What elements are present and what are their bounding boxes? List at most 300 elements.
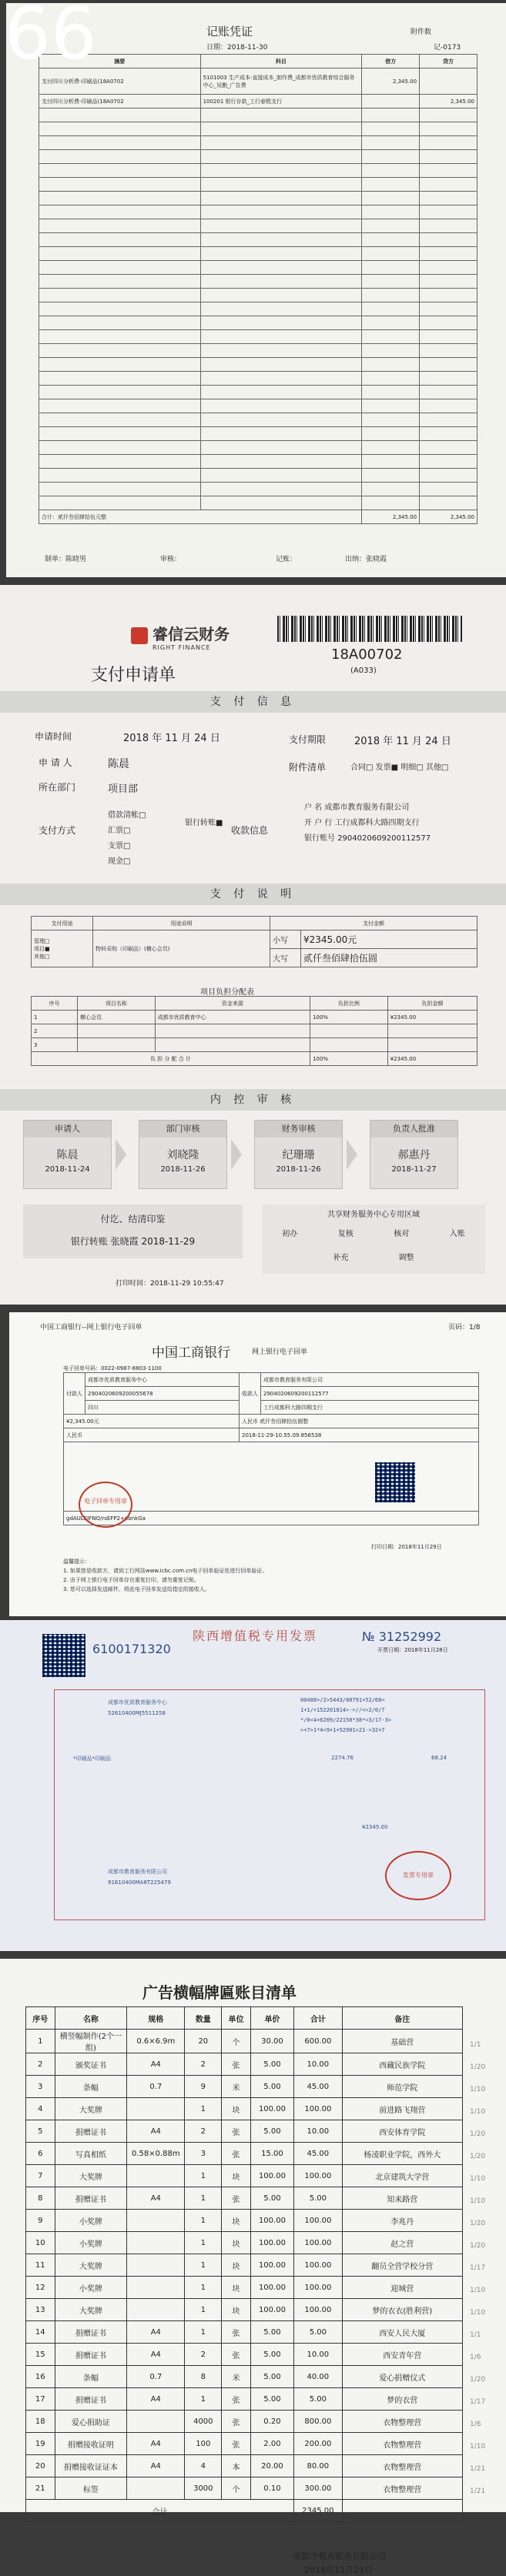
side-note: 1/1 <box>470 2041 481 2049</box>
voucher-empty-row <box>39 247 478 261</box>
list-row <box>26 2433 463 2455</box>
col-summary: 摘要 <box>39 55 201 68</box>
list-date: 2018年11月21日 <box>304 2565 373 2575</box>
brand-logo: 睿信云财务 RIGHT FINANCE <box>131 622 230 651</box>
list-cell: 大奖牌 <box>55 2299 127 2321</box>
list-cell: 1 <box>185 2277 222 2299</box>
list-row <box>26 2411 463 2433</box>
voucher-empty-row <box>39 358 478 372</box>
list-cell: 8 <box>26 2187 55 2210</box>
col-debit: 借方 <box>362 55 420 68</box>
apply-time: 2018 年 11 月 24 日 <box>123 733 220 744</box>
list-cell: 6 <box>26 2143 55 2165</box>
list-cell: A4 <box>127 2053 185 2076</box>
list-cell: 5.00 <box>250 2366 293 2388</box>
auth-code: gdAULEJFNO/rsEFP2+pbnkGa <box>64 1512 479 1525</box>
list-cell: 5.00 <box>250 2187 293 2210</box>
flow-step-dept: 部门审核 刘晓隆 2018-11-26 <box>139 1120 227 1189</box>
list-cell: 100.00 <box>294 2299 343 2321</box>
method-bank-transfer: 银行转账■ <box>185 819 223 827</box>
list-cell: 10 <box>26 2232 55 2254</box>
method-label: 支付方式 <box>39 825 76 836</box>
list-cell: 师范学院 <box>342 2076 462 2098</box>
list-row <box>26 2165 463 2187</box>
list-cell: 5 <box>26 2120 55 2143</box>
voucher-empty-row <box>39 441 478 455</box>
list-cell: 10.00 <box>294 2053 343 2076</box>
list-cell: 块 <box>222 2210 251 2232</box>
list-row <box>26 2143 463 2165</box>
list-row <box>26 2210 463 2232</box>
side-note: 1/21 <box>470 2487 486 2495</box>
invoice-tax: 68.24 <box>431 1755 447 1761</box>
list-cell: 0.20 <box>250 2411 293 2433</box>
list-cell: 0.10 <box>250 2477 293 2500</box>
voucher-empty-row <box>39 316 478 330</box>
voucher-empty-row <box>39 344 478 358</box>
list-cell: 9 <box>26 2210 55 2232</box>
list-cell: 张 <box>222 2433 251 2455</box>
list-cell: 块 <box>222 2254 251 2277</box>
list-cell: 小奖牌 <box>55 2210 127 2232</box>
pay-period-label: 支付期限 <box>289 734 327 745</box>
list-cell <box>127 2165 185 2187</box>
list-cell: 张 <box>222 2411 251 2433</box>
list-row <box>26 2254 463 2277</box>
receipt-currency: 人民币 <box>64 1428 240 1442</box>
voucher-empty-row <box>39 455 478 469</box>
voucher-total-credit: 2,345.00 <box>420 510 478 524</box>
accounting-voucher <box>6 3 506 577</box>
list-cell: 14 <box>26 2321 55 2344</box>
list-cell: 0.6×6.9m <box>127 2030 185 2053</box>
list-cell: 20 <box>185 2030 222 2053</box>
list-cell: 西安青年营 <box>342 2344 462 2366</box>
voucher-empty-row <box>39 469 478 483</box>
purpose-text: 物料采购（印刷品）(横心会员) <box>93 931 270 967</box>
list-cell: 块 <box>222 2299 251 2321</box>
list-cell: 5.00 <box>250 2321 293 2344</box>
payer-name: 成都市优质教育服务中心 <box>85 1373 240 1387</box>
list-cell: 张 <box>222 2344 251 2366</box>
voucher-row <box>39 95 478 109</box>
receipt-date: 打印日期：2018年11月29日 <box>371 1544 442 1550</box>
list-cell: 16 <box>26 2366 55 2388</box>
list-cell: 张 <box>222 2388 251 2411</box>
list-cell: 1 <box>185 2187 222 2210</box>
flow-step-approver: 负责人批准 郝惠丹 2018-11-27 <box>370 1120 458 1189</box>
alloc-row: 1 横心会员 成都市优质教育中心 100% ¥2345.00 <box>32 1011 478 1024</box>
list-cell: 1 <box>185 2210 222 2232</box>
list-header-cell: 合计 <box>294 2007 343 2030</box>
list-total-value: 2345.00 <box>294 2500 343 2522</box>
list-cell: 写真相纸 <box>55 2143 127 2165</box>
list-cell: 20 <box>26 2455 55 2477</box>
list-cell: 捐赠证书 <box>55 2187 127 2210</box>
list-cell: 个 <box>222 2030 251 2053</box>
side-note: 1/20 <box>470 2130 486 2138</box>
list-cell: 捐赠证书 <box>55 2388 127 2411</box>
list-cell: 张 <box>222 2053 251 2076</box>
voucher-title: 记账凭证 <box>206 25 253 38</box>
alloc-row: 2 <box>32 1024 478 1038</box>
voucher-empty-row <box>39 261 478 275</box>
list-cell: 大奖牌 <box>55 2254 127 2277</box>
list-cell: 标签 <box>55 2477 127 2500</box>
paid-seal-area: 付讫、结清印鉴 银行转账 张晓霞 2018-11-29 <box>23 1204 243 1258</box>
list-header-cell: 数量 <box>185 2007 222 2030</box>
list-row <box>26 2053 463 2076</box>
list-cell: 10.00 <box>294 2120 343 2143</box>
list-table <box>25 2006 463 2522</box>
list-cell: 5.00 <box>294 2187 343 2210</box>
list-row <box>26 2120 463 2143</box>
list-cell: 3000 <box>185 2477 222 2500</box>
list-cell: 爱心捐赠仪式 <box>342 2366 462 2388</box>
voucher-attachments: 附件数 <box>410 28 432 36</box>
list-cell <box>127 2299 185 2321</box>
invoice-total: ¥2345.00 <box>362 1824 388 1830</box>
list-cell: 衣物整理营 <box>342 2455 462 2477</box>
list-cell <box>127 2210 185 2232</box>
list-cell: 15 <box>26 2344 55 2366</box>
e-receipt-no: 电子回单号码：0022-0987-8803-1100 <box>63 1365 162 1372</box>
list-cell: 100.00 <box>250 2210 293 2232</box>
receipt-header: 中国工商银行--网上银行电子回单 <box>40 1324 142 1331</box>
voucher-empty-row <box>39 483 478 496</box>
list-row <box>26 2187 463 2210</box>
flow-step-finance: 财务审核 纪珊珊 2018-11-26 <box>254 1120 343 1189</box>
form-title: 支付申请单 <box>91 666 176 685</box>
receipt-table: 付款人 成都市优质教育服务中心 收款人 成都市教育服务有限公司 2904020609200055678 2904020609200112577 四川 工行成都科大路四期支行 ¥2,345.00元 人民币 贰仟叁佰肆拾伍圆整 人民币 2018-11-29-10.55.09.856538 gdAULEJFNO/rsEFP2+pbnkGa <box>63 1372 479 1525</box>
pay-period: 2018 年 11 月 24 日 <box>354 736 451 747</box>
list-cell: A4 <box>127 2455 185 2477</box>
side-note: 1/17 <box>470 2398 486 2406</box>
list-header-cell: 备注 <box>342 2007 462 2030</box>
payee-account: 2904020609200112577 <box>337 834 431 843</box>
list-cell: 梦的衣营 <box>342 2388 462 2411</box>
list-cell: 前进路飞翔营 <box>342 2098 462 2120</box>
voucher-header-row <box>39 55 478 68</box>
list-cell: 2.00 <box>250 2433 293 2455</box>
list-cell: 0.7 <box>127 2366 185 2388</box>
apply-time-label: 申请时间 <box>35 731 72 742</box>
list-cell: 条幅 <box>55 2366 127 2388</box>
list-cell: 大奖牌 <box>55 2098 127 2120</box>
payee-label: 收款信息 <box>231 825 269 836</box>
side-note: 1/20 <box>470 2220 486 2227</box>
list-cell <box>127 2254 185 2277</box>
list-cell: 赵之营 <box>342 2232 462 2254</box>
list-cell: 100.00 <box>294 2210 343 2232</box>
list-cell: 21 <box>26 2477 55 2500</box>
barcode <box>277 616 462 642</box>
voucher-total-row <box>39 510 478 524</box>
voucher-empty-row <box>39 150 478 164</box>
voucher-empty-row <box>39 136 478 150</box>
list-cell: 捐赠证书 <box>55 2344 127 2366</box>
list-header-cell: 单位 <box>222 2007 251 2030</box>
list-cell: 800.00 <box>294 2411 343 2433</box>
voucher-account: 100201 银行存款_工行春熙支行 <box>200 95 362 109</box>
list-cell: 条幅 <box>55 2076 127 2098</box>
buyer-tax: 52610400MJ5511258 <box>108 1710 166 1716</box>
list-cell: 45.00 <box>294 2143 343 2165</box>
buyer-name: 成都市优质教育服务中心 <box>108 1699 167 1706</box>
list-cell: 小奖牌 <box>55 2232 127 2254</box>
list-cell: 100.00 <box>250 2299 293 2321</box>
list-cell <box>127 2411 185 2433</box>
side-note: 1/17 <box>470 2264 486 2272</box>
list-cell: 4000 <box>185 2411 222 2433</box>
print-time: 打印时间：2018-11-29 10:55:47 <box>116 1280 224 1288</box>
receipt-stamp: 电子回单专用章 <box>79 1482 132 1528</box>
list-cell: 5.00 <box>250 2053 293 2076</box>
list-cell: 西安人民大厦 <box>342 2321 462 2344</box>
list-cell: 5.00 <box>294 2388 343 2411</box>
applicant-label: 申 请 人 <box>39 757 72 768</box>
alloc-total-row: 负 担 分 配 合 计 100% ¥2345.00 <box>32 1052 478 1066</box>
invoice-qr-code <box>42 1634 85 1677</box>
list-cell: 100.00 <box>250 2098 293 2120</box>
big-amount: 贰仟叁佰肆拾伍圆 <box>301 949 478 967</box>
list-cell: 45.00 <box>294 2076 343 2098</box>
list-cell: 本 <box>222 2455 251 2477</box>
voucher-empty-row <box>39 413 478 427</box>
list-cell: 捐赠接收证证本 <box>55 2455 127 2477</box>
voucher-empty-row <box>39 330 478 344</box>
list-cell: 4 <box>26 2098 55 2120</box>
voucher-empty-row <box>39 427 478 441</box>
list-cell: 张 <box>222 2143 251 2165</box>
list-cell: 4 <box>185 2455 222 2477</box>
bank-receipt <box>9 1312 506 1616</box>
list-cell: 张 <box>222 2187 251 2210</box>
list-cell: 李兆丹 <box>342 2210 462 2232</box>
list-cell: 80.00 <box>294 2455 343 2477</box>
voucher-total-debit: 2,345.00 <box>362 510 420 524</box>
voucher-empty-row <box>39 275 478 289</box>
list-cell: 9 <box>185 2076 222 2098</box>
voucher-empty-row <box>39 372 478 386</box>
list-cell: 衣物整理营 <box>342 2477 462 2500</box>
list-cell: 迎城营 <box>342 2277 462 2299</box>
list-cell: 200.00 <box>294 2433 343 2455</box>
payer-bank: 四川 <box>85 1401 240 1415</box>
list-cell: 100.00 <box>250 2165 293 2187</box>
small-amount: ¥2345.00元 <box>301 931 478 949</box>
list-row <box>26 2388 463 2411</box>
list-cell: 捐赠接收证明 <box>55 2433 127 2455</box>
side-note: 1/20 <box>470 2376 486 2384</box>
list-row <box>26 2030 463 2053</box>
list-cell <box>127 2098 185 2120</box>
list-cell: 捐赠证书 <box>55 2120 127 2143</box>
voucher-empty-row <box>39 233 478 247</box>
section-pay-desc: 支 付 说 明 <box>0 884 506 905</box>
payee-bank: 工行成都科大路四期支行 <box>334 819 420 827</box>
list-cell: 10.00 <box>294 2344 343 2366</box>
page-number-overlay: 66 <box>5 0 97 76</box>
list-cell: 翻员全营学校分营 <box>342 2254 462 2277</box>
invoice-item: *印刷品*印刷品 <box>73 1756 111 1762</box>
list-cell: 梦的衣衣(胜利营) <box>342 2299 462 2321</box>
col-credit: 贷方 <box>420 55 478 68</box>
list-cell: 2 <box>185 2344 222 2366</box>
share-center-area: 共享财务服务中心专用区域 初办 复核 核对 入账 补充 调整 <box>262 1204 485 1274</box>
applicant: 陈晨 <box>108 758 129 770</box>
list-header-cell: 序号 <box>26 2007 55 2030</box>
list-cell: 2 <box>26 2053 55 2076</box>
seller-name: 成都市教育服务有限公司 <box>108 1869 167 1875</box>
voucher-empty-row <box>39 289 478 302</box>
seller-info <box>108 1866 171 1888</box>
list-cell: 3 <box>26 2076 55 2098</box>
payer-account: 2904020609200055678 <box>85 1387 240 1401</box>
payee-account: 2904020609200112577 <box>261 1387 479 1401</box>
voucher-credit: 2,345.00 <box>420 95 478 109</box>
list-cell: A4 <box>127 2321 185 2344</box>
alloc-title: 项目负担分配表 <box>200 988 254 997</box>
voucher-account: 5101003 生产成本-直接成本_制作费_成都市优质教育综合服务中心_吴勤_广告费 <box>200 68 362 95</box>
list-cell: A4 <box>127 2433 185 2455</box>
side-note: 1/20 <box>470 2242 486 2250</box>
issuer: 成都市教育服务有限公司 <box>293 2551 386 2561</box>
list-header-cell: 单价 <box>250 2007 293 2030</box>
list-cell: A4 <box>127 2120 185 2143</box>
list-cell <box>127 2232 185 2254</box>
list-cell: 20.00 <box>250 2455 293 2477</box>
list-cell: 100.00 <box>250 2254 293 2277</box>
list-cell: 基础营 <box>342 2030 462 2053</box>
receipt-notes: 温馨提示： 1. 如果您是收款方，请到工行网站www.icbc.com.cn电子回单验证处进行回单验证。 2. 由于网上银行电子回单存在重复打印，请勿重复记账。 3. 您可以选择发送邮件，将此电子回单发送给指定的接收人。 <box>63 1559 268 1592</box>
voucher-empty-row <box>39 122 478 136</box>
list-row <box>26 2098 463 2120</box>
brand-en: RIGHT FINANCE <box>152 644 211 651</box>
voucher-empty-row <box>39 205 478 219</box>
flow-arrow-icon <box>347 1139 357 1170</box>
list-cell: 18 <box>26 2411 55 2433</box>
voucher-bookkeeper: 记账： <box>276 556 297 563</box>
flow-step-applicant: 申请人 陈晨 2018-11-24 <box>23 1120 112 1189</box>
flow-arrow-icon <box>231 1139 242 1170</box>
list-cell: 3 <box>185 2143 222 2165</box>
list-row <box>26 2366 463 2388</box>
list-cell: 1 <box>185 2232 222 2254</box>
voucher-total-label: 合计：贰仟叁佰肆拾伍元整 <box>39 510 362 524</box>
list-cell: 100.00 <box>250 2277 293 2299</box>
list-total-label: 合计 <box>26 2500 294 2522</box>
list-row <box>26 2232 463 2254</box>
list-cell: 100.00 <box>294 2277 343 2299</box>
vat-invoice <box>0 1620 506 1951</box>
dept: 项目部 <box>108 783 139 795</box>
list-row <box>26 2299 463 2321</box>
list-cell: 1 <box>185 2299 222 2321</box>
voucher-empty-row <box>39 399 478 413</box>
list-cell: 杨凌职业学院，西外大 <box>342 2143 462 2165</box>
list-cell: 100.00 <box>294 2098 343 2120</box>
list-row <box>26 2455 463 2477</box>
invoice-code: 6100171320 <box>92 1642 171 1656</box>
invoice-cipher: 00488>/2>5443/80791+52/68< 1+1/+152201814>->//<>2/0/7 */0<4+6209/22150*38*<3/17-3> >+7>1*4<9+1+52901>21->32+7 <box>300 1697 392 1733</box>
list-cell: 13 <box>26 2299 55 2321</box>
list-cell: 100.00 <box>294 2165 343 2187</box>
list-cell: 0.58×0.88m <box>127 2143 185 2165</box>
list-cell: A4 <box>127 2388 185 2411</box>
list-cell: 捐赠证书 <box>55 2321 127 2344</box>
list-cell: 知来路营 <box>342 2187 462 2210</box>
col-account: 科目 <box>200 55 362 68</box>
list-cell: 西藏民族学院 <box>342 2053 462 2076</box>
dept-label: 所在部门 <box>39 782 76 793</box>
list-cell: 100.00 <box>294 2254 343 2277</box>
list-row <box>26 2477 463 2500</box>
voucher-empty-row <box>39 164 478 178</box>
list-cell: 1 <box>185 2321 222 2344</box>
side-note: 1/21 <box>470 2465 486 2473</box>
list-cell: 100.00 <box>294 2232 343 2254</box>
list-cell: 小奖牌 <box>55 2277 127 2299</box>
receipt-amount-big: 人民币 贰仟叁佰肆拾伍圆整 <box>240 1415 479 1428</box>
list-cell: 西安体育学院 <box>342 2120 462 2143</box>
paid-stamp: 银行转账 张晓霞 2018-11-29 <box>70 1236 196 1247</box>
list-cell: 块 <box>222 2277 251 2299</box>
list-cell: 个 <box>222 2477 251 2500</box>
payee-name: 成都市教育服务有限公司 <box>261 1373 479 1387</box>
list-cell: 米 <box>222 2076 251 2098</box>
list-cell: 40.00 <box>294 2366 343 2388</box>
side-note: 1/6 <box>470 2354 481 2361</box>
side-note: 1/20 <box>470 2063 486 2071</box>
voucher-empty-row <box>39 219 478 233</box>
list-cell: 12 <box>26 2277 55 2299</box>
side-note: 1/1 <box>470 2331 481 2339</box>
list-cell: 张 <box>222 2321 251 2344</box>
voucher-debit: 2,345.00 <box>362 68 420 95</box>
voucher-summary: 支付四川分析费-印刷品(18A0702 <box>39 95 201 109</box>
attach-label: 附件清单 <box>289 762 327 773</box>
list-cell <box>127 2477 185 2500</box>
list-cell: 横竖幅制作(2个一组) <box>55 2030 127 2053</box>
voucher-empty-row <box>39 386 478 399</box>
purpose-table: 支付用途 用途说明 支付金额 管理□ 项目■ 其他□ 物料采购（印刷品）(横心会员) 小写 ¥2345.00元 大写 贰仟叁佰肆拾伍圆 <box>31 916 478 967</box>
seller-tax: 91610400MA6T225479 <box>108 1879 171 1886</box>
voucher-row <box>39 68 478 95</box>
list-cell: 11 <box>26 2254 55 2277</box>
section-audit: 内 控 审 核 <box>0 1089 506 1111</box>
receipt-amount: ¥2,345.00元 <box>64 1415 240 1428</box>
attach-options: 合同□ 发票■ 明细□ 其他□ <box>350 763 449 772</box>
voucher-summary: 支付四川分析费-印刷品(18A0702 <box>39 68 201 95</box>
list-cell: 5.00 <box>250 2344 293 2366</box>
list-cell: 15.00 <box>250 2143 293 2165</box>
voucher-empty-row <box>39 302 478 316</box>
list-title: 广告横幅牌匾账目清单 <box>142 1983 297 2002</box>
voucher-date: 日期：2018-11-30 <box>206 44 268 52</box>
voucher-credit <box>420 68 478 95</box>
flow-arrow-icon <box>116 1139 126 1170</box>
list-cell: 8 <box>185 2366 222 2388</box>
list-cell: 1 <box>185 2165 222 2187</box>
section-pay-info: 支 付 信 息 <box>0 691 506 713</box>
voucher-empty-row <box>39 109 478 122</box>
list-row <box>26 2076 463 2098</box>
list-cell <box>127 2277 185 2299</box>
list-cell: 19 <box>26 2433 55 2455</box>
receipt-page: 页码：1/8 <box>448 1324 481 1331</box>
list-total-row <box>26 2500 463 2522</box>
